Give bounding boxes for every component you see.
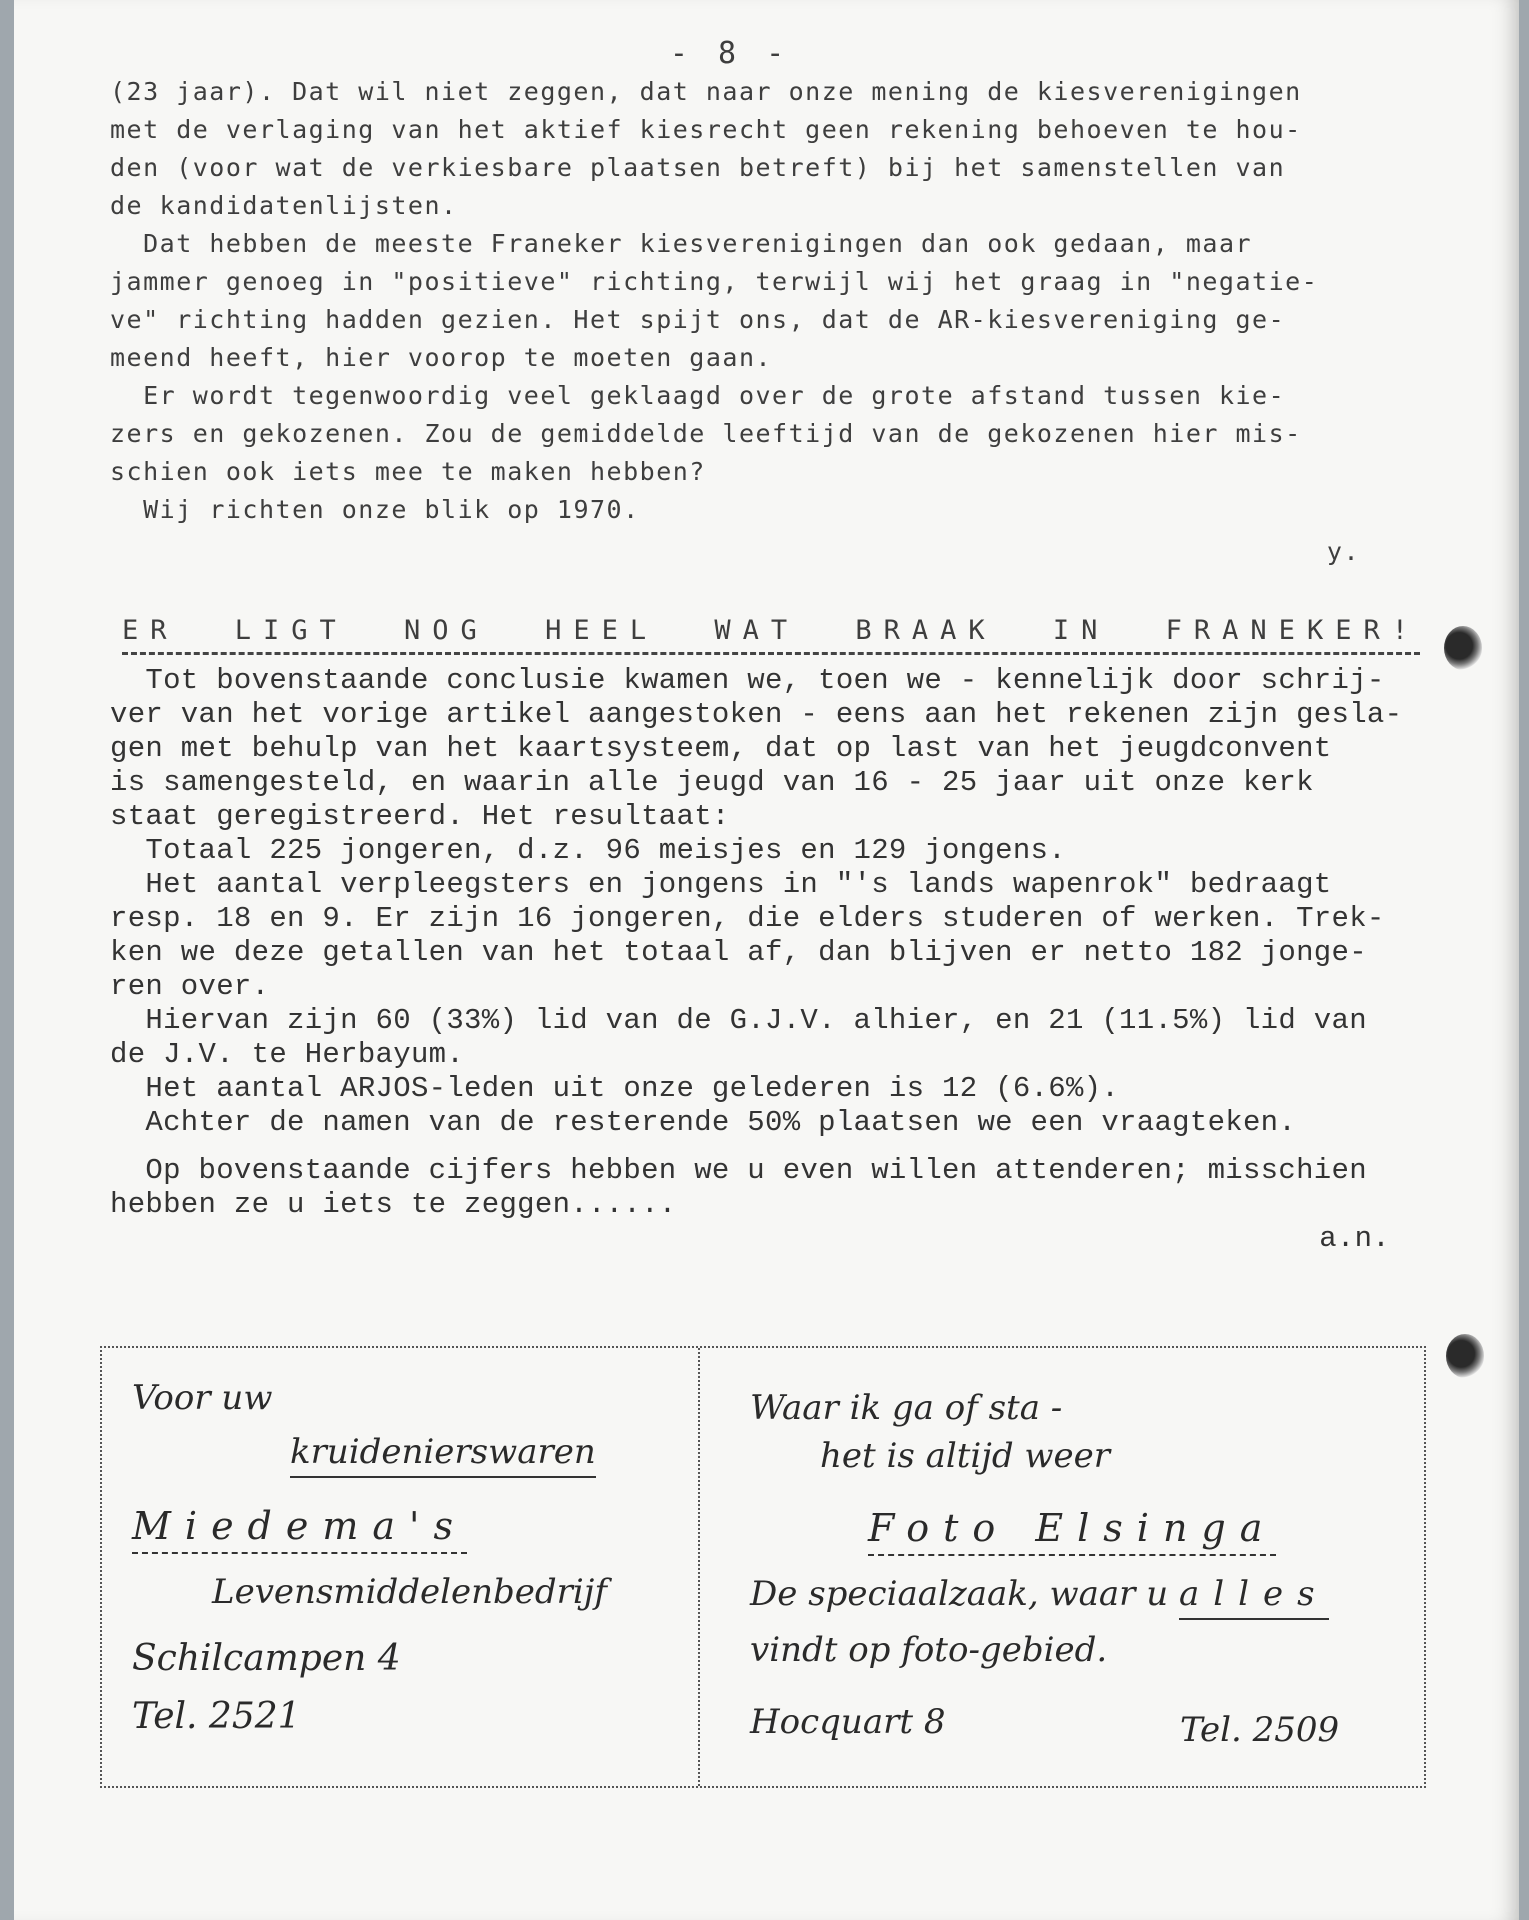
article-heading	[122, 615, 1490, 646]
ad-text: het is altijd weer	[820, 1436, 1111, 1476]
text-line: met de verlaging van het aktief kiesrecht geen rekening behoeven te hou-	[110, 115, 1302, 144]
text-line: de J.V. te Herbayum.	[110, 1038, 465, 1071]
text-line: Hiervan zijn 60 (33%) lid van de G.J.V. alhier, en 21 (11.5%) lid van	[110, 1004, 1367, 1037]
ad-text	[750, 1574, 1329, 1614]
ad-address: Schilcampen 4	[132, 1638, 401, 1679]
ad-text: Voor uw	[132, 1378, 273, 1418]
signature: a.n.	[1319, 1222, 1390, 1255]
ad-miedema	[102, 1348, 698, 1786]
text-line: den (voor wat de verkiesbare plaatsen betreft) bij het samenstellen van	[110, 153, 1286, 182]
text-line: de kandidatenlijsten.	[110, 191, 458, 220]
punch-hole-icon	[1446, 1334, 1484, 1378]
text-line: (23 jaar). Dat wil niet zeggen, dat naar onze mening de kiesverenigingen	[110, 77, 1302, 106]
page-number: - 8 -	[669, 36, 791, 71]
text-line: Het aantal verpleegsters en jongens in "'s lands wapenrok" bedraagt	[110, 868, 1332, 901]
text-line: Dat hebben de meeste Franeker kiesverenigingen dan ook gedaan, maar	[110, 229, 1253, 258]
text-line: Totaal 225 jongeren, d.z. 96 meisjes en 129 jongens.	[110, 834, 1066, 867]
article-youth-statistics	[110, 664, 1490, 1256]
text-line: staat geregistreerd. Het resultaat:	[110, 800, 730, 833]
text-line: ken we deze getallen van het totaal af, dan blijven er netto 182 jonge-	[110, 936, 1367, 969]
ad-shop-name: Miedema's	[132, 1504, 467, 1554]
text-line: is samengesteld, en waarin alle jeugd van 16 - 25 jaar uit onze kerk	[110, 766, 1314, 799]
text-line: ve" richting hadden gezien. Het spijt ons, dat de AR-kiesvereniging ge-	[110, 305, 1286, 334]
text-line: schien ook iets mee te maken hebben?	[110, 457, 706, 486]
ad-text: kruidenierswaren	[290, 1432, 596, 1478]
text-line: jammer genoeg in "positieve" richting, terwijl wij het graag in "negatie-	[110, 267, 1319, 296]
document-page	[110, 36, 1490, 1256]
text-line: Op bovenstaande cijfers hebben we u even willen attenderen; misschien	[110, 1154, 1367, 1187]
text-line: Het aantal ARJOS-leden uit onze gelederen is 12 (6.6%).	[110, 1072, 1120, 1105]
heading-text: ER LIGT NOG HEEL WAT BRAAK IN FRANEKER!	[122, 615, 1420, 655]
text-line: Er wordt tegenwoordig veel geklaagd over de grote afstand tussen kie-	[110, 381, 1286, 410]
text-line: Wij richten onze blik op 1970.	[110, 495, 640, 524]
ad-text: Levensmiddelenbedrijf	[212, 1572, 607, 1612]
ad-foto-elsinga	[700, 1348, 1422, 1786]
ad-text: Waar ik ga of sta -	[750, 1388, 1063, 1428]
ad-shop-name: Foto Elsinga	[868, 1506, 1276, 1556]
text-line: zers en gekozenen. Zou de gemiddelde leeftijd van de gekozenen hier mis-	[110, 419, 1302, 448]
text-line: ren over.	[110, 970, 270, 1003]
ad-phone: Tel. 2521	[132, 1696, 301, 1737]
ad-text-part: De speciaalzaak, waar u	[750, 1574, 1179, 1614]
text-line: resp. 18 en 9. Er zijn 16 jongeren, die elders studeren of werken. Trek-	[110, 902, 1385, 935]
text-line: ver van het vorige artikel aangestoken - eens aan het rekenen zijn gesla-	[110, 698, 1403, 731]
text-line: Tot bovenstaande conclusie kwamen we, toen we - kennelijk door schrij-	[110, 664, 1385, 697]
ad-text: vindt op foto-gebied.	[750, 1630, 1108, 1670]
ad-address: Hocquart 8	[750, 1702, 946, 1742]
text-line: Achter de namen van de resterende 50% plaatsen we een vraagteken.	[110, 1106, 1297, 1139]
signature: y.	[1326, 537, 1360, 566]
article-voting-age	[110, 73, 1490, 571]
text-line: gen met behulp van het kaartsysteem, dat op last van het jeugdconvent	[110, 732, 1332, 765]
ad-phone: Tel. 2509	[1180, 1710, 1340, 1750]
ad-emphasis: alles	[1179, 1574, 1329, 1620]
advertisement-box	[100, 1346, 1426, 1788]
text-line: hebben ze u iets te zeggen......	[110, 1188, 677, 1221]
text-line: meend heeft, hier voorop te moeten gaan.	[110, 343, 773, 372]
